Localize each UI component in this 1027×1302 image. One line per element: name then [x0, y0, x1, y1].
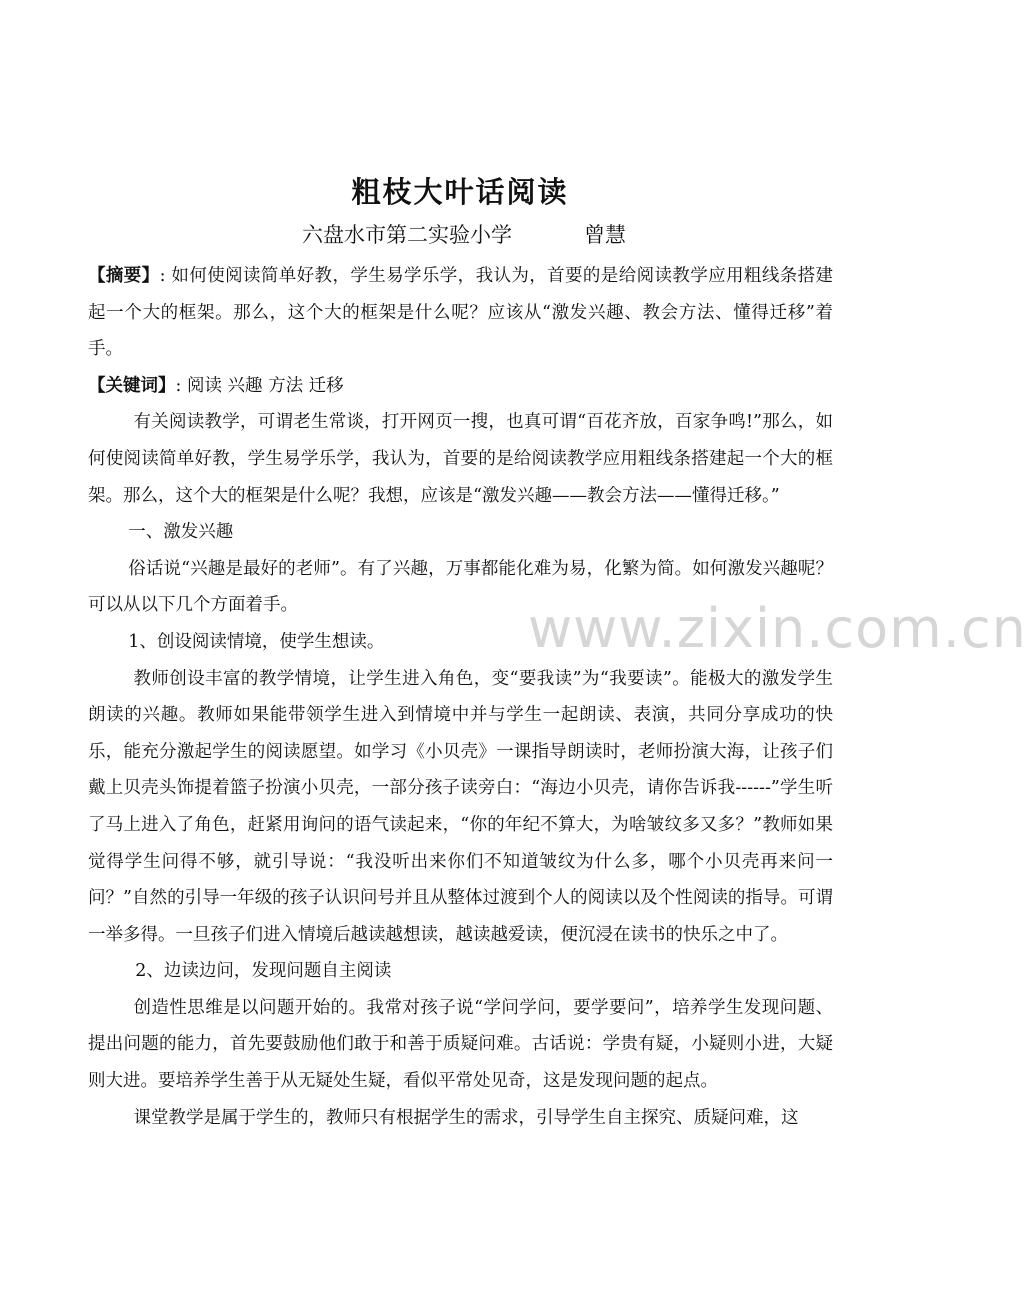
abstract-paragraph: [88, 258, 833, 368]
paragraph: 课堂教学是属于学生的，教师只有根据学生的需求，引导学生自主探究、质疑问难，这: [133, 1107, 799, 1128]
document-title: 粗枝大叶话阅读: [351, 175, 569, 209]
paragraph: 俗话说“兴趣是最好的老师”。有了兴趣，万事都能化难为易，化繁为简。如何激发兴趣呢？可以从以下几个方面着手。: [88, 558, 833, 616]
keywords-paragraph: [88, 368, 833, 405]
paragraph: 教师创设丰富的教学情境，让学生进入角色，变“要我读”为“我要读”。能极大的激发学生朗读的兴趣。教师如果能带领学生进入到情境中并与学生一起朗读、表演，共同分享成功的快乐，能充分激起学生的阅读愿望。如学习《小贝壳》一课指导朗读时，老师扮演大海，让孩子们戴上贝壳头饰提着篮子扮演小贝壳，一部分孩子读旁白：“海边小贝壳，请你告诉我------”学生听了马上进入了角色，赶紧用询问的语气读起来，“你的年纪不算大，为啥皱纹多又多？”教师如果觉得学生问得不够，就引导说：“我没听出来你们不知道皱纹为什么多，哪个小贝壳再来问一问？”自然的引导一年级的孩子认识问号并且从整体过渡到个人的阅读以及个性阅读的指导。可谓一举多得。一旦孩子们进入情境后越读越想读，越读越爱读，便沉浸在读书的快乐之中了。: [88, 668, 833, 945]
school-name: 六盘水市第二实验小学: [302, 223, 512, 247]
subsection-heading: 2、边读边问，发现问题自主阅读: [135, 961, 392, 982]
intro-paragraph: 有关阅读教学，可谓老生常谈，打开网页一搜，也真可谓“百花齐放，百家争鸣!”那么，如何使阅读简单好教，学生易学乐学，我认为，首要的是给阅读教学应用粗线条搭建起一个大的框架。那么，这个大的框架是什么呢？我想，应该是“激发兴趣——教会方法——懂得迁移。”: [88, 412, 833, 506]
watermark: www.zixin.com.cn: [528, 597, 1027, 660]
subsection-heading: 1、创设阅读情境，使学生想读。: [128, 631, 385, 652]
paragraph: 创造性思维是以问题开始的。我常对孩子说“学问学问，要学要问”，培养学生发现问题、提出问题的能力，首先要鼓励他们敢于和善于质疑问难。古话说：学贵有疑，小疑则小进，大疑则大进。要培养学生善于从无疑处生疑，看似平常处见奇，这是发现问题的起点。: [88, 997, 833, 1092]
author-name: 曾慧: [584, 223, 626, 247]
keywords-label: 【关键词】: [88, 375, 176, 396]
document-body: [88, 258, 833, 1136]
keywords-text: : 阅读 兴趣 方法 迁移: [175, 375, 344, 396]
abstract-text: : 如何使阅读简单好教，学生易学乐学，我认为，首要的是给阅读教学应用粗线条搭建起一个大的框架。那么，这个大的框架是什么呢？应该从“激发兴趣、教会方法、懂得迁移”着手。: [88, 266, 834, 360]
section-heading: 一、激发兴趣: [128, 522, 234, 543]
abstract-label: 【摘要】: [88, 266, 160, 286]
